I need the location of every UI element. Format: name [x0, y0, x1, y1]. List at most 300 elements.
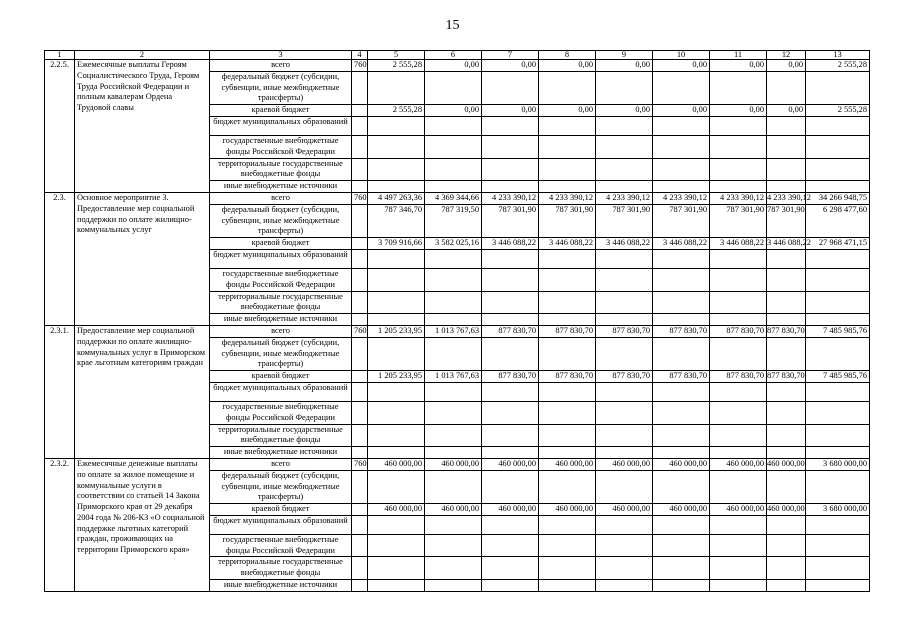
amount-cell: [425, 447, 482, 459]
amount-cell: [368, 424, 425, 447]
amount-cell: 4 233 390,12: [482, 192, 539, 204]
amount-cell: [596, 158, 653, 181]
amount-cell: [368, 557, 425, 580]
grbs-code: [352, 470, 368, 503]
grbs-code: [352, 71, 368, 104]
funding-source-label: федеральный бюджет (субсидии, субвенции, иные межбюджетные трансферты): [210, 204, 352, 237]
amount-cell: 1 013 767,63: [425, 371, 482, 383]
amount-cell: [806, 314, 870, 326]
amount-cell: 3 680 000,00: [806, 458, 870, 470]
amount-cell: [539, 470, 596, 503]
amount-cell: [596, 135, 653, 158]
amount-cell: [539, 382, 596, 401]
amount-cell: 27 968 471,15: [806, 238, 870, 250]
amount-cell: [368, 71, 425, 104]
grbs-code: [352, 158, 368, 181]
amount-cell: [482, 181, 539, 193]
amount-cell: 7 485 985,76: [806, 371, 870, 383]
column-header: 3: [210, 51, 352, 60]
amount-cell: 877 830,70: [482, 325, 539, 337]
amount-cell: [596, 268, 653, 291]
grbs-code: [352, 238, 368, 250]
amount-cell: [425, 116, 482, 135]
amount-cell: [596, 401, 653, 424]
grbs-code: [352, 291, 368, 314]
funding-source-label: государственные внебюджетные фонды Российской Федерации: [210, 268, 352, 291]
amount-cell: [710, 401, 767, 424]
column-header: 11: [710, 51, 767, 60]
funding-source-label: бюджет муниципальных образований: [210, 116, 352, 135]
amount-cell: 0,00: [653, 60, 710, 72]
amount-cell: [539, 534, 596, 557]
amount-cell: [482, 158, 539, 181]
funding-source-label: всего: [210, 325, 352, 337]
amount-cell: 4 497 263,36: [368, 192, 425, 204]
amount-cell: [368, 580, 425, 592]
funding-source-label: федеральный бюджет (субсидии, субвенции, иные межбюджетные трансферты): [210, 337, 352, 370]
amount-cell: 787 301,90: [653, 204, 710, 237]
amount-cell: 3 446 088,22: [767, 238, 806, 250]
amount-cell: [710, 515, 767, 534]
grbs-code: [352, 181, 368, 193]
amount-cell: [425, 382, 482, 401]
grbs-code: [352, 204, 368, 237]
amount-cell: [482, 337, 539, 370]
grbs-code: [352, 424, 368, 447]
amount-cell: [710, 337, 767, 370]
amount-cell: [806, 401, 870, 424]
amount-cell: [425, 135, 482, 158]
amount-cell: [653, 181, 710, 193]
amount-cell: [806, 135, 870, 158]
amount-cell: 877 830,70: [710, 371, 767, 383]
funding-source-label: всего: [210, 60, 352, 72]
amount-cell: 2 555,28: [806, 105, 870, 117]
amount-cell: [596, 71, 653, 104]
amount-cell: 877 830,70: [653, 371, 710, 383]
amount-cell: [368, 135, 425, 158]
amount-cell: [710, 470, 767, 503]
amount-cell: [425, 314, 482, 326]
amount-cell: [539, 158, 596, 181]
amount-cell: [539, 181, 596, 193]
amount-cell: [653, 382, 710, 401]
amount-cell: [653, 291, 710, 314]
amount-cell: [653, 401, 710, 424]
amount-cell: 877 830,70: [539, 325, 596, 337]
amount-cell: 460 000,00: [368, 458, 425, 470]
amount-cell: [596, 557, 653, 580]
amount-cell: [596, 337, 653, 370]
amount-cell: [653, 557, 710, 580]
amount-cell: [368, 534, 425, 557]
amount-cell: [806, 557, 870, 580]
amount-cell: [710, 580, 767, 592]
amount-cell: 877 830,70: [767, 371, 806, 383]
funding-source-label: государственные внебюджетные фонды Российской Федерации: [210, 135, 352, 158]
amount-cell: [539, 515, 596, 534]
grbs-code: 760: [352, 60, 368, 72]
funding-source-label: территориальные государственные внебюджетные фонды: [210, 291, 352, 314]
grbs-code: [352, 105, 368, 117]
section-code: 2.3.2.: [45, 458, 75, 591]
amount-cell: 877 830,70: [596, 371, 653, 383]
funding-source-label: территориальные государственные внебюджетные фонды: [210, 424, 352, 447]
amount-cell: [425, 158, 482, 181]
grbs-code: [352, 268, 368, 291]
amount-cell: [806, 515, 870, 534]
amount-cell: 0,00: [539, 105, 596, 117]
amount-cell: 460 000,00: [710, 504, 767, 516]
section-title: Предоставление мер социальной поддержки по оплате жилищно-коммунальных услуг в Приморском крае льготным категориям граждан: [75, 325, 210, 458]
amount-cell: [596, 470, 653, 503]
amount-cell: [767, 401, 806, 424]
amount-cell: [806, 447, 870, 459]
amount-cell: [368, 382, 425, 401]
amount-cell: 3 446 088,22: [539, 238, 596, 250]
amount-cell: [767, 337, 806, 370]
amount-cell: [482, 470, 539, 503]
amount-cell: [425, 515, 482, 534]
amount-cell: [539, 268, 596, 291]
amount-cell: 787 301,90: [767, 204, 806, 237]
amount-cell: 1 205 233,95: [368, 371, 425, 383]
amount-cell: [710, 158, 767, 181]
funding-source-label: бюджет муниципальных образований: [210, 249, 352, 268]
amount-cell: 877 830,70: [653, 325, 710, 337]
amount-cell: [368, 401, 425, 424]
amount-cell: 460 000,00: [653, 458, 710, 470]
amount-cell: 0,00: [596, 60, 653, 72]
amount-cell: [710, 557, 767, 580]
amount-cell: [596, 249, 653, 268]
amount-cell: [653, 424, 710, 447]
amount-cell: [653, 337, 710, 370]
amount-cell: 2 555,28: [368, 60, 425, 72]
amount-cell: [806, 424, 870, 447]
amount-cell: [653, 470, 710, 503]
column-header: 1: [45, 51, 75, 60]
amount-cell: 460 000,00: [368, 504, 425, 516]
amount-cell: [425, 181, 482, 193]
amount-cell: 460 000,00: [425, 504, 482, 516]
amount-cell: 0,00: [425, 60, 482, 72]
grbs-code: [352, 337, 368, 370]
grbs-code: 760: [352, 458, 368, 470]
amount-cell: [425, 401, 482, 424]
grbs-code: [352, 135, 368, 158]
section-title: Ежемесячные выплаты Героям Социалистического Труда, Героям Труда Российской Федерации и полным кавалерам Ордена Трудовой славы: [75, 60, 210, 193]
amount-cell: [596, 534, 653, 557]
amount-cell: 4 233 390,12: [596, 192, 653, 204]
amount-cell: [806, 268, 870, 291]
amount-cell: [425, 470, 482, 503]
amount-cell: [767, 291, 806, 314]
amount-cell: 0,00: [425, 105, 482, 117]
funding-source-label: федеральный бюджет (субсидии, субвенции, иные межбюджетные трансферты): [210, 71, 352, 104]
amount-cell: [767, 515, 806, 534]
column-header: 2: [75, 51, 210, 60]
amount-cell: 0,00: [482, 105, 539, 117]
amount-cell: [767, 249, 806, 268]
amount-cell: 1 013 767,63: [425, 325, 482, 337]
amount-cell: [425, 580, 482, 592]
amount-cell: 460 000,00: [767, 504, 806, 516]
amount-cell: [767, 314, 806, 326]
funding-source-label: иные внебюджетные источники: [210, 181, 352, 193]
amount-cell: [710, 268, 767, 291]
amount-cell: [767, 557, 806, 580]
funding-source-label: государственные внебюджетные фонды Российской Федерации: [210, 401, 352, 424]
amount-cell: 4 233 390,12: [710, 192, 767, 204]
amount-cell: [806, 337, 870, 370]
amount-cell: [596, 580, 653, 592]
column-header: 9: [596, 51, 653, 60]
amount-cell: [482, 249, 539, 268]
amount-cell: 0,00: [767, 105, 806, 117]
amount-cell: 787 301,90: [710, 204, 767, 237]
amount-cell: [482, 580, 539, 592]
amount-cell: 3 446 088,22: [596, 238, 653, 250]
amount-cell: [482, 447, 539, 459]
funding-source-label: иные внебюджетные источники: [210, 314, 352, 326]
amount-cell: [539, 135, 596, 158]
funding-source-label: всего: [210, 192, 352, 204]
amount-cell: [368, 158, 425, 181]
amount-cell: 0,00: [710, 105, 767, 117]
funding-source-label: всего: [210, 458, 352, 470]
amount-cell: [806, 158, 870, 181]
amount-cell: [596, 515, 653, 534]
section-code: 2.3.1.: [45, 325, 75, 458]
amount-cell: [425, 534, 482, 557]
amount-cell: [767, 382, 806, 401]
amount-cell: [806, 71, 870, 104]
amount-cell: 787 346,70: [368, 204, 425, 237]
amount-cell: [596, 116, 653, 135]
amount-cell: 2 555,28: [368, 105, 425, 117]
column-header: 4: [352, 51, 368, 60]
amount-cell: [806, 580, 870, 592]
amount-cell: 4 233 390,12: [539, 192, 596, 204]
amount-cell: 787 301,90: [596, 204, 653, 237]
page-number: 15: [445, 18, 460, 33]
amount-cell: [596, 447, 653, 459]
table-row: [45, 192, 870, 204]
amount-cell: 0,00: [539, 60, 596, 72]
amount-cell: [539, 249, 596, 268]
column-header: 5: [368, 51, 425, 60]
amount-cell: [539, 401, 596, 424]
amount-cell: [710, 135, 767, 158]
amount-cell: [596, 424, 653, 447]
table-row: [45, 458, 870, 470]
funding-source-label: федеральный бюджет (субсидии, субвенции, иные межбюджетные трансферты): [210, 470, 352, 503]
amount-cell: [767, 181, 806, 193]
table-row: [45, 325, 870, 337]
amount-cell: [653, 580, 710, 592]
amount-cell: [710, 71, 767, 104]
column-header: 7: [482, 51, 539, 60]
amount-cell: [710, 291, 767, 314]
amount-cell: [710, 382, 767, 401]
amount-cell: [806, 291, 870, 314]
amount-cell: [425, 557, 482, 580]
amount-cell: [596, 181, 653, 193]
grbs-code: [352, 382, 368, 401]
funding-source-label: иные внебюджетные источники: [210, 580, 352, 592]
amount-cell: [368, 181, 425, 193]
amount-cell: [368, 337, 425, 370]
amount-cell: [653, 515, 710, 534]
amount-cell: [767, 71, 806, 104]
funding-source-label: краевой бюджет: [210, 504, 352, 516]
amount-cell: [539, 291, 596, 314]
amount-cell: [539, 116, 596, 135]
amount-cell: [806, 470, 870, 503]
amount-cell: [482, 557, 539, 580]
grbs-code: [352, 401, 368, 424]
amount-cell: 877 830,70: [539, 371, 596, 383]
amount-cell: 877 830,70: [710, 325, 767, 337]
grbs-code: [352, 249, 368, 268]
grbs-code: [352, 515, 368, 534]
amount-cell: [482, 382, 539, 401]
amount-cell: [539, 71, 596, 104]
funding-source-label: бюджет муниципальных образований: [210, 515, 352, 534]
amount-cell: 3 680 000,00: [806, 504, 870, 516]
amount-cell: [767, 135, 806, 158]
amount-cell: [539, 337, 596, 370]
amount-cell: [539, 424, 596, 447]
amount-cell: [767, 470, 806, 503]
amount-cell: [482, 71, 539, 104]
grbs-code: 760: [352, 325, 368, 337]
amount-cell: [482, 116, 539, 135]
amount-cell: [368, 314, 425, 326]
funding-source-label: территориальные государственные внебюджетные фонды: [210, 557, 352, 580]
amount-cell: 3 446 088,22: [482, 238, 539, 250]
amount-cell: 3 582 025,16: [425, 238, 482, 250]
grbs-code: [352, 534, 368, 557]
budget-table: [44, 50, 870, 592]
amount-cell: 0,00: [767, 60, 806, 72]
amount-cell: 0,00: [710, 60, 767, 72]
amount-cell: 877 830,70: [767, 325, 806, 337]
amount-cell: [767, 424, 806, 447]
amount-cell: [653, 447, 710, 459]
amount-cell: 460 000,00: [482, 458, 539, 470]
amount-cell: [767, 268, 806, 291]
table-body: [45, 51, 870, 592]
amount-cell: [710, 116, 767, 135]
amount-cell: [368, 291, 425, 314]
amount-cell: [368, 268, 425, 291]
amount-cell: 0,00: [653, 105, 710, 117]
section-title: Основное мероприятие 3. Предоставление мер социальной поддержки по оплате жилищно-коммунальных услуг: [75, 192, 210, 325]
amount-cell: [596, 314, 653, 326]
amount-cell: 787 319,50: [425, 204, 482, 237]
amount-cell: [653, 534, 710, 557]
amount-cell: [425, 424, 482, 447]
amount-cell: 3 446 088,22: [710, 238, 767, 250]
amount-cell: 460 000,00: [482, 504, 539, 516]
amount-cell: [425, 337, 482, 370]
amount-cell: [653, 116, 710, 135]
amount-cell: [767, 447, 806, 459]
amount-cell: [767, 534, 806, 557]
amount-cell: [482, 135, 539, 158]
grbs-code: [352, 557, 368, 580]
amount-cell: 460 000,00: [596, 504, 653, 516]
amount-cell: 877 830,70: [596, 325, 653, 337]
amount-cell: [482, 424, 539, 447]
column-header: 10: [653, 51, 710, 60]
amount-cell: [482, 401, 539, 424]
amount-cell: 460 000,00: [710, 458, 767, 470]
amount-cell: [653, 249, 710, 268]
amount-cell: [806, 534, 870, 557]
grbs-code: [352, 116, 368, 135]
amount-cell: 460 000,00: [425, 458, 482, 470]
section-title: Ежемесячные денежные выплаты по оплате за жилое помещение и коммунальные услуги в соответствии со статьей 14 Закона Приморского края от 29 декабря 2004 года № 206-КЗ «О социальной поддержке льготных категорий граждан, проживающих на территории Приморского края»: [75, 458, 210, 591]
grbs-code: [352, 447, 368, 459]
amount-cell: [539, 557, 596, 580]
amount-cell: 460 000,00: [596, 458, 653, 470]
amount-cell: 460 000,00: [653, 504, 710, 516]
amount-cell: [596, 291, 653, 314]
amount-cell: 6 298 477,60: [806, 204, 870, 237]
amount-cell: 4 233 390,12: [767, 192, 806, 204]
section-code: 2.3.: [45, 192, 75, 325]
amount-cell: 2 555,28: [806, 60, 870, 72]
amount-cell: [482, 291, 539, 314]
grbs-code: [352, 504, 368, 516]
amount-cell: [368, 515, 425, 534]
amount-cell: [596, 382, 653, 401]
column-header: 6: [425, 51, 482, 60]
amount-cell: [425, 249, 482, 268]
section-code: 2.2.5.: [45, 60, 75, 193]
amount-cell: 460 000,00: [539, 504, 596, 516]
funding-source-label: государственные внебюджетные фонды Российской Федерации: [210, 534, 352, 557]
amount-cell: [368, 470, 425, 503]
funding-source-label: краевой бюджет: [210, 238, 352, 250]
column-header: 13: [806, 51, 870, 60]
column-number-row: [45, 51, 870, 60]
amount-cell: [653, 158, 710, 181]
grbs-code: [352, 371, 368, 383]
amount-cell: [368, 447, 425, 459]
amount-cell: 34 266 948,75: [806, 192, 870, 204]
amount-cell: [539, 314, 596, 326]
amount-cell: 4 369 344,66: [425, 192, 482, 204]
amount-cell: 787 301,90: [539, 204, 596, 237]
amount-cell: [806, 382, 870, 401]
amount-cell: [425, 291, 482, 314]
amount-cell: [806, 116, 870, 135]
grbs-code: [352, 580, 368, 592]
amount-cell: [806, 249, 870, 268]
amount-cell: [710, 314, 767, 326]
amount-cell: [482, 515, 539, 534]
column-header: 12: [767, 51, 806, 60]
amount-cell: 0,00: [596, 105, 653, 117]
amount-cell: [653, 71, 710, 104]
amount-cell: 460 000,00: [539, 458, 596, 470]
grbs-code: [352, 314, 368, 326]
amount-cell: 877 830,70: [482, 371, 539, 383]
